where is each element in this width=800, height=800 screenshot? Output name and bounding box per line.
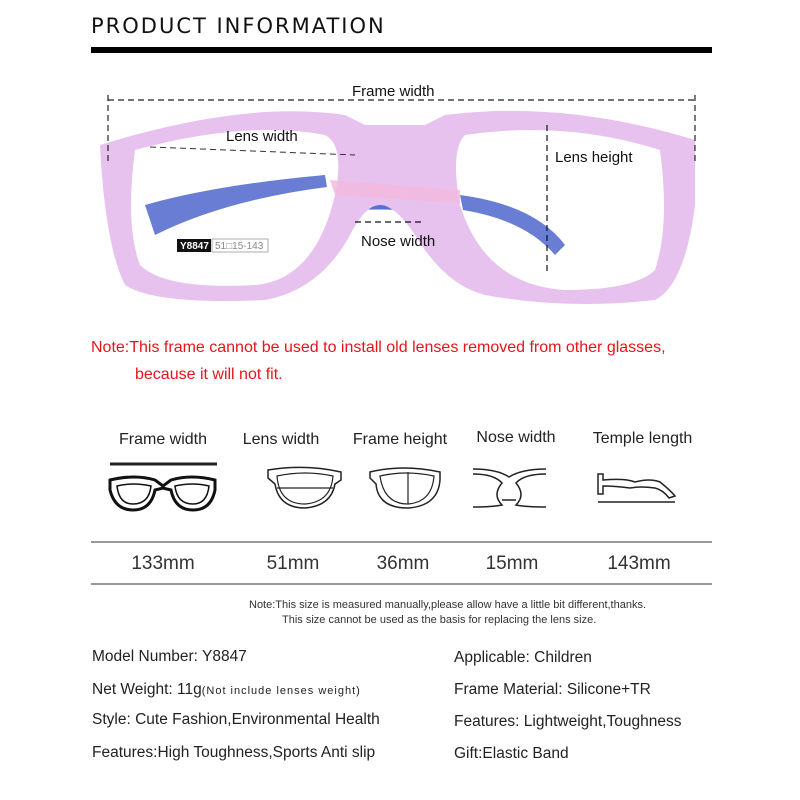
warning-line-2: because it will not fit. bbox=[135, 366, 283, 383]
value-nose-width: 15mm bbox=[485, 553, 539, 574]
warning-line-1: Note:This frame cannot be used to install old lenses removed from other glasses, bbox=[91, 339, 666, 356]
value-frame-height: 36mm bbox=[376, 553, 430, 574]
title-underline bbox=[91, 47, 712, 53]
spec-net-weight-value: Net Weight: 11g bbox=[92, 681, 202, 698]
values-bottom-divider bbox=[91, 583, 712, 585]
measure-label-frame-width: Frame width bbox=[118, 431, 208, 448]
value-temple-length: 143mm bbox=[607, 553, 671, 574]
spec-style: Style: Cute Fashion,Environmental Health bbox=[92, 711, 380, 728]
measure-label-nose-width: Nose width bbox=[476, 429, 556, 446]
nose-width-icon bbox=[472, 465, 547, 510]
label-lens-width: Lens width bbox=[226, 128, 298, 145]
values-top-divider bbox=[91, 541, 712, 543]
measure-label-temple-length: Temple length bbox=[592, 430, 693, 447]
frame-width-icon bbox=[105, 460, 220, 515]
label-lens-height: Lens height bbox=[555, 149, 633, 166]
measure-label-frame-height: Frame height bbox=[352, 431, 448, 448]
label-nose-width: Nose width bbox=[361, 233, 436, 250]
spec-net-weight bbox=[92, 681, 361, 699]
size-note-line-2: This size cannot be used as the basis for replacing the lens size. bbox=[282, 614, 597, 626]
spec-features-right: Features: Lightweight,Toughness bbox=[454, 713, 682, 730]
product-photo bbox=[95, 83, 710, 320]
measure-label-lens-width: Lens width bbox=[242, 431, 320, 448]
spec-frame-material: Frame Material: Silicone+TR bbox=[454, 681, 651, 698]
temple-print-size: 51□15-143 bbox=[215, 241, 264, 252]
spec-model-number: Model Number: Y8847 bbox=[92, 648, 247, 665]
glasses-illustration bbox=[95, 95, 710, 320]
value-frame-width: 133mm bbox=[131, 553, 195, 574]
temple-length-icon bbox=[595, 470, 677, 506]
temple-print-model: Y8847 bbox=[180, 241, 209, 252]
page-title: PRODUCT INFORMATION bbox=[91, 14, 386, 38]
frame-height-icon bbox=[368, 462, 443, 512]
spec-net-weight-note: (Not include lenses weight) bbox=[201, 685, 361, 697]
label-frame-width: Frame width bbox=[352, 83, 435, 100]
spec-applicable: Applicable: Children bbox=[454, 649, 592, 666]
spec-features-left: Features:High Toughness,Sports Anti slip bbox=[92, 744, 376, 761]
spec-gift: Gift:Elastic Band bbox=[454, 745, 569, 762]
size-note-line-1: Note:This size is measured manually,please allow have a little bit different,thanks. bbox=[249, 599, 647, 611]
lens-width-icon bbox=[265, 462, 345, 512]
value-lens-width: 51mm bbox=[266, 553, 320, 574]
